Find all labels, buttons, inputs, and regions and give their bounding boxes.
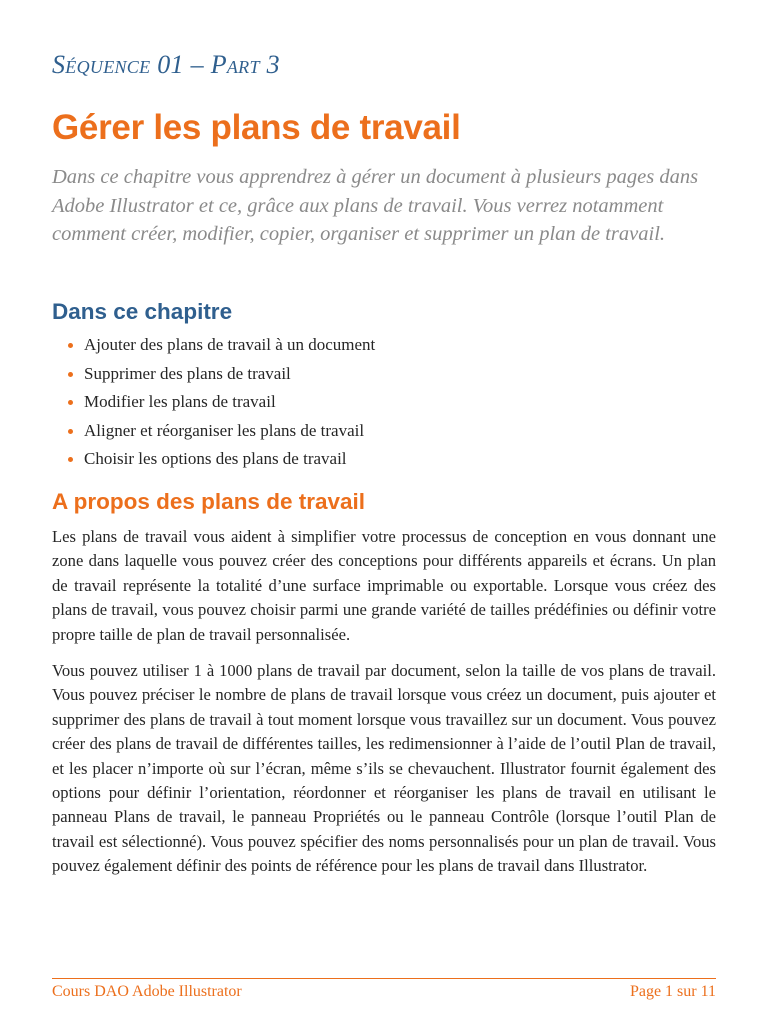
list-item-label: Supprimer des plans de travail [84, 363, 291, 383]
bullet-icon [68, 400, 73, 405]
chapter-heading: Dans ce chapitre [52, 299, 233, 324]
footer-divider [52, 978, 716, 979]
list-item-label: Choisir les options des plans de travail [84, 449, 347, 469]
list-item-label: Ajouter des plans de travail à un document [84, 335, 376, 354]
bullet-icon [68, 343, 73, 348]
bullet-icon [68, 457, 73, 462]
sequence-label: Séquence 01 – Part 3 [52, 50, 280, 79]
bullet-icon [68, 429, 73, 434]
section-heading: A propos des plans de travail [52, 489, 366, 514]
bullet-icon [68, 372, 73, 377]
chapter-list [66, 333, 375, 476]
list-item-label: Aligner et réorganiser les plans de travail [84, 420, 365, 440]
footer-course-title: Cours DAO Adobe Illustrator [52, 983, 242, 1000]
intro-paragraph: Dans ce chapitre vous apprendrez à gérer un document à plusieurs pages dans Adobe Illustrator et ce, grâce aux plans de travail. Vous verrez notamment comment créer, modifier, copier, organiser et supprimer un plan de travail. [52, 166, 699, 246]
footer-page-number: Page 1 sur 11 [629, 983, 716, 1000]
list-item-label: Modifier les plans de travail [84, 392, 276, 412]
list-item [66, 333, 375, 362]
list-item [66, 419, 375, 448]
body-paragraph-2: Vous pouvez utiliser 1 à 1000 plans de travail par document, selon la taille de vos plans de travail. Vous pouvez préciser le nombre de plans de travail lorsque vous créez un document, puis ajouter et supprimer des plans de travail à tout moment lorsque vous travaillez sur un document. Vous pouvez créer des plans de travail de différentes tailles, les redimensionner à l’aide de l’outil Plan de travail, et les placer n’importe où sur l’écran, même s’ils se chevauchent. Illustrator fournit également des options pour définir l’orientation, réordonner et réorganiser les plans de travail en utilisant le panneau Plans de travail, le panneau Propriétés ou le panneau Contrôle (lorsque l’outil Plan de travail est sélectionné). Vous pouvez spécifier des noms personnalisés pour un plan de travail. Vous pouvez également définir des points de référence pour les plans de travail dans Illustrator. [52, 661, 716, 876]
list-item [66, 390, 375, 419]
list-item [66, 447, 375, 476]
page-title: Gérer les plans de travail [52, 108, 461, 147]
list-item [66, 362, 375, 391]
body-paragraph-1: Les plans de travail vous aident à simplifier votre processus de conception en vous donnant une zone dans laquelle vous pouvez créer des conceptions pour différents appareils et écrans. Un plan de travail représente la totalité d’une surface imprimable ou exportable. Lorsque vous créez des plans de travail, vous pouvez choisir parmi une grande variété de tailles prédéfinies ou définir votre propre taille de plan de travail personnalisée. [52, 527, 716, 644]
